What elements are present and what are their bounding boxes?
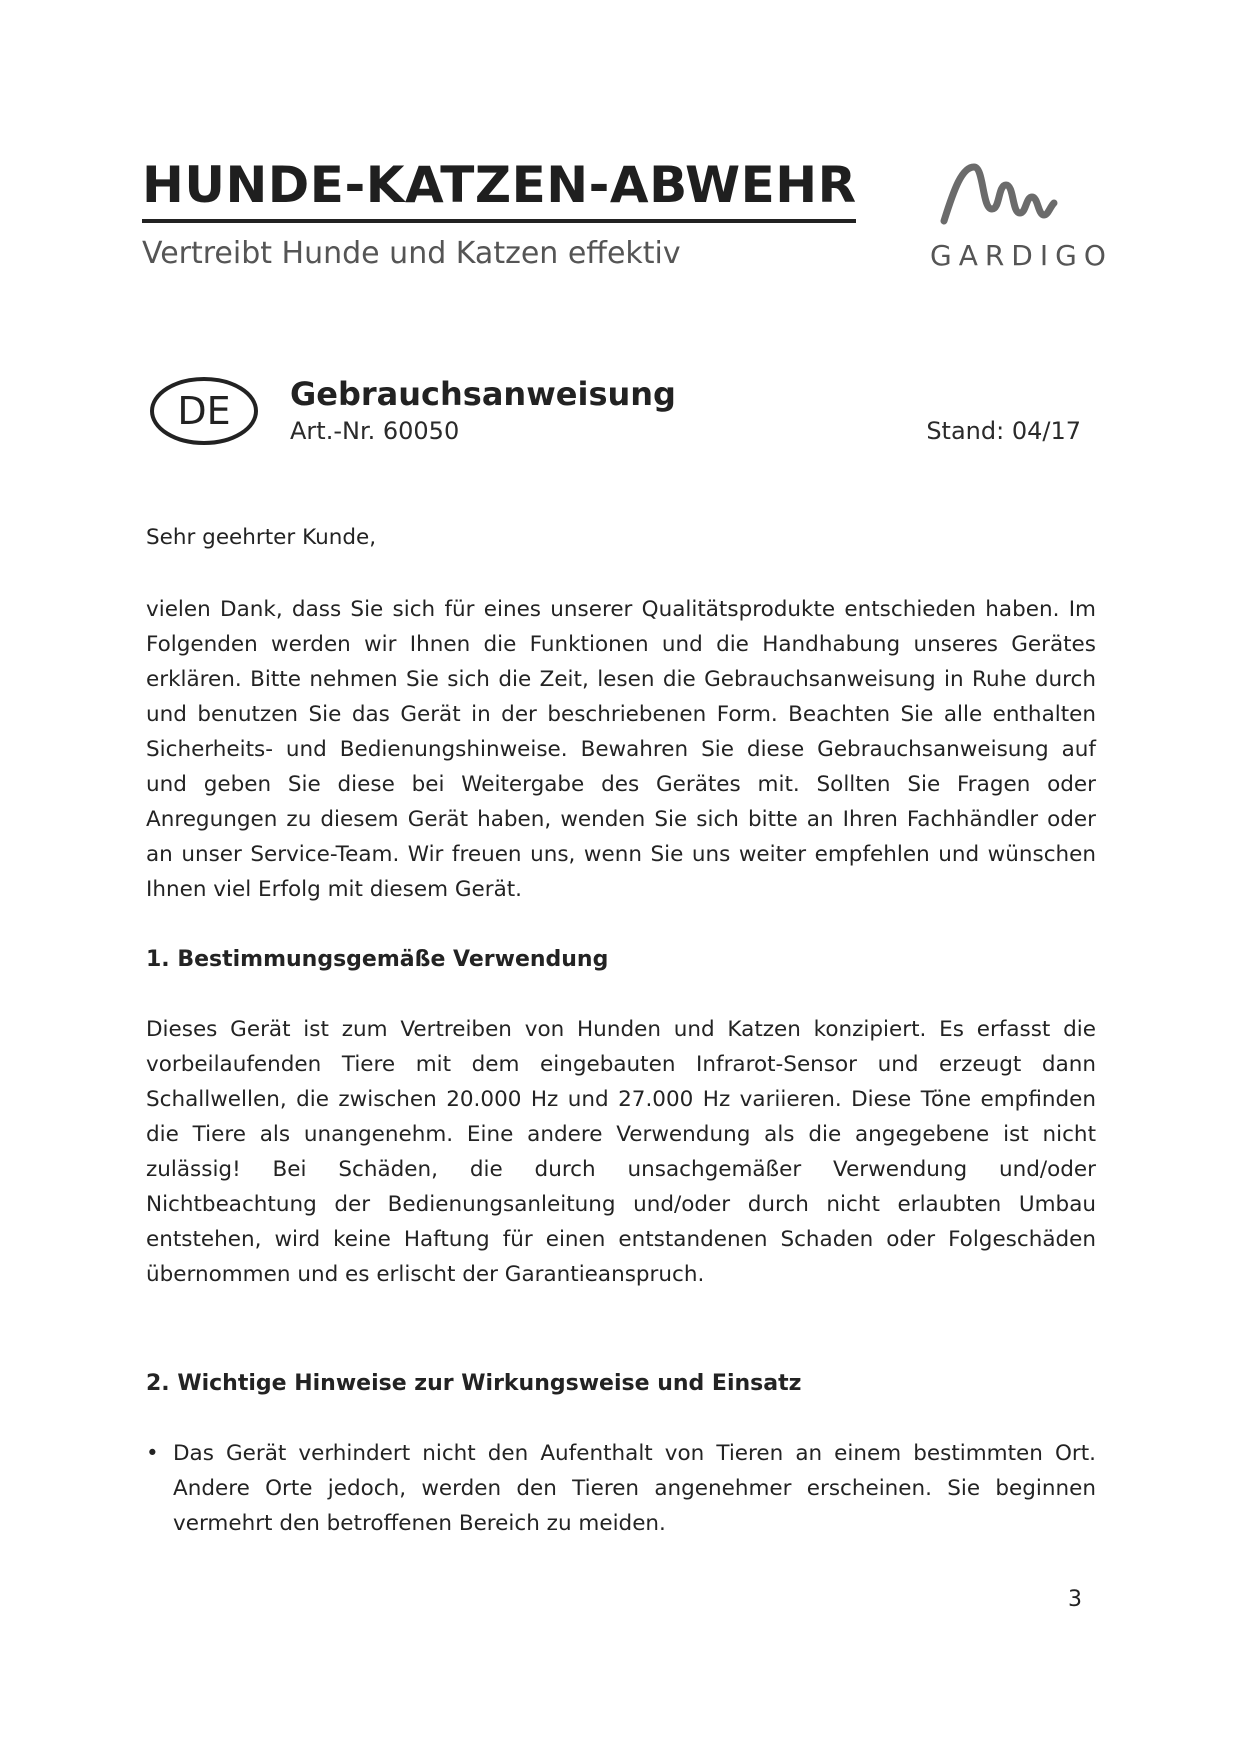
- language-code: DE: [177, 389, 231, 433]
- intro-paragraph: vielen Dank, dass Sie sich für eines unserer Qualitätsprodukte entschieden haben. Im Folgenden werden wir Ihnen die Funktionen und die Handhabung unseres Gerätes erklären. Bitte nehmen Sie sich die Zeit, lesen die Gebrauchsanweisung in Ruhe durch und benutzen Sie das Gerät in der beschriebenen Form. Beachten Sie alle enthalten Sicherheits- und Bedienungshinweise. Bewahren Sie diese Gebrauchsanweisung auf und geben Sie diese bei Weitergabe des Gerätes mit. Sollten Sie Fragen oder Anregungen zu diesem Gerät haben, wenden Sie sich bitte an Ihren Fachhändler oder an unser Service-Team. Wir freuen uns, wenn Sie uns weiter empfehlen und wünschen Ihnen viel Erfolg mit diesem Gerät.: [146, 597, 1096, 902]
- brand-logo: [910, 159, 1113, 272]
- document-version: Stand: 04/17: [926, 417, 1081, 445]
- title-underline: [142, 219, 856, 223]
- product-title: HUNDE-KATZEN-ABWEHR: [142, 156, 857, 214]
- language-badge: [148, 375, 260, 447]
- document-title: Gebrauchsanweisung: [290, 375, 676, 413]
- product-header: [142, 155, 1182, 275]
- product-subtitle: Vertreibt Hunde und Katzen effektiv: [142, 236, 681, 271]
- section-paragraph: Dieses Gerät ist zum Vertreiben von Hunden und Katzen konzipiert. Es erfasst die vorbeilaufenden Tiere mit dem eingebauten Infrarot-Sensor und erzeugt dann Schallwellen, die zwischen 20.000 Hz und 27.000 Hz variieren. Diese Töne empfinden die Tiere als unangenehm. Eine andere Verwendung als die angegebene ist nicht zulässig! Bei Schäden, die durch unsachgemäßer Verwendung und/oder Nichtbeachtung der Bedienungsanleitung und/oder durch nicht erlaubten Umbau entstehen, wird keine Haftung für einen entstandenen Schaden oder Folgeschäden übernommen und es erlischt der Garantieanspruch.: [146, 1017, 1096, 1287]
- list-item-text: Das Gerät verhindert nicht den Aufenthalt von Tieren an einem bestimmten Ort. Andere Orte jedoch, werden den Tieren angenehmer erscheinen. Sie beginnen vermehrt den betroffenen Bereich zu meiden.: [173, 1441, 1096, 1536]
- bullet-icon: •: [146, 1441, 159, 1466]
- page-number: 3: [1068, 1587, 1082, 1612]
- list-item: [146, 1436, 1096, 1541]
- gardigo-wave-icon: [940, 159, 1060, 229]
- section-heading: 1. Bestimmungsgemäße Verwendung: [146, 947, 609, 972]
- section-heading: 2. Wichtige Hinweise zur Wirkungsweise und Einsatz: [146, 1371, 802, 1396]
- greeting: Sehr geehrter Kunde,: [146, 525, 377, 550]
- brand-name: GARDIGO: [930, 239, 1113, 272]
- bullet-list: [146, 1436, 1096, 1541]
- article-number: Art.-Nr. 60050: [290, 417, 460, 445]
